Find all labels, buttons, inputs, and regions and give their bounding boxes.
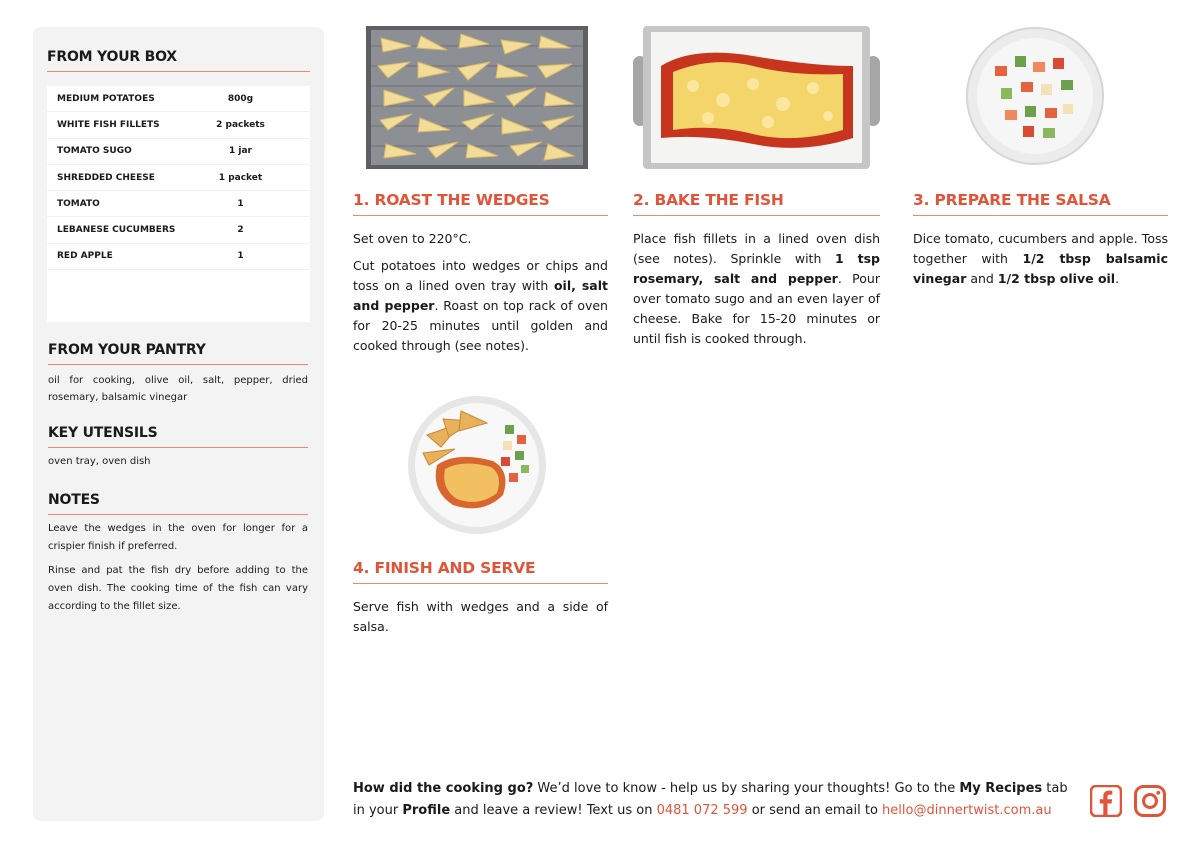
notes-heading: NOTES — [48, 492, 308, 515]
note-item: Leave the wedges in the oven for longer for a crispier finish if preferred. — [48, 523, 308, 552]
text-run: Dice tomato, cucumbers and apple. Toss together with — [913, 231, 1168, 266]
text-run: . Pour over tomato sugo and an even layer of cheese. Bake for 15-20 minutes or until fish is cooked through. — [633, 271, 880, 346]
text-run: or send an email to — [747, 803, 883, 818]
ingredient-name: MEDIUM POTATOES — [57, 93, 155, 104]
step-3-body — [913, 229, 1168, 289]
profile-label: Profile — [402, 803, 451, 818]
step-3 — [913, 191, 1168, 296]
step-1 — [353, 191, 608, 363]
bold-run: 1 tsp rosemary, salt and pepper — [633, 251, 880, 286]
utensils-text: oven tray, oven dish — [48, 456, 151, 467]
ingredients-table — [47, 86, 310, 322]
ingredient-name: WHITE FISH FILLETS — [57, 119, 160, 130]
ingredient-qty: 1 — [237, 198, 244, 209]
facebook-icon[interactable] — [1090, 785, 1122, 817]
feedback-footer — [353, 778, 1078, 822]
table-row — [47, 191, 310, 217]
ingredient-qty: 2 — [237, 225, 244, 236]
salsa-bowl-photo — [965, 26, 1105, 166]
ingredient-qty: 1 packet — [218, 172, 263, 183]
text-run: . — [1115, 271, 1120, 286]
step-4-body — [353, 597, 608, 637]
bold-run: oil, salt and pepper — [353, 278, 608, 313]
ingredient-name: TOMATO — [57, 198, 100, 209]
sidebar-panel — [33, 27, 324, 821]
ingredient-qty: 1 — [237, 251, 244, 262]
text-run: Place fish fillets in a lined oven dish (see notes). Sprinkle with — [633, 231, 880, 266]
table-row — [47, 112, 310, 138]
ingredient-qty: 1 jar — [229, 146, 252, 157]
table-row — [47, 217, 310, 243]
ingredient-qty: 2 packets — [216, 119, 265, 130]
step-4-title: 4. FINISH AND SERVE — [353, 559, 608, 584]
step-3-para-1 — [913, 229, 1168, 289]
text-run: We’d love to know - help us by sharing your thoughts! Go to the — [533, 781, 960, 796]
step-1-body — [353, 229, 608, 356]
step-1-title: 1. ROAST THE WEDGES — [353, 191, 608, 216]
bold-run: 1/2 tbsp balsamic vinegar — [913, 251, 1168, 286]
phone-link[interactable]: 0481 072 599 — [656, 803, 748, 818]
step-2-body — [633, 229, 880, 349]
pantry-heading: FROM YOUR PANTRY — [48, 342, 308, 365]
step-1-para-2 — [353, 256, 608, 356]
text-run: and — [966, 271, 998, 286]
step-2 — [633, 191, 880, 356]
step-3-title: 3. PREPARE THE SALSA — [913, 191, 1168, 216]
step-2-title: 2. BAKE THE FISH — [633, 191, 880, 216]
step-4 — [353, 559, 608, 644]
footer-question: How did the cooking go? — [353, 781, 534, 796]
fish-dish-photo — [633, 26, 880, 169]
table-row — [47, 165, 310, 191]
ingredient-name: LEBANESE CUCUMBERS — [57, 225, 176, 236]
plated-meal-photo — [407, 395, 547, 535]
instagram-icon[interactable] — [1134, 785, 1166, 817]
bold-run: 1/2 tbsp olive oil — [997, 271, 1116, 286]
ingredient-name: RED APPLE — [57, 251, 113, 262]
ingredient-qty: 800g — [227, 93, 254, 104]
email-link[interactable]: hello@dinnertwist.com.au — [882, 803, 1052, 818]
utensils-heading: KEY UTENSILS — [48, 425, 308, 448]
text-run: and leave a review! Text us on — [450, 803, 657, 818]
table-row — [47, 139, 310, 165]
text-run: tab in your — [353, 781, 1068, 818]
wedges-tray-photo — [366, 26, 588, 169]
note-item: Rinse and pat the fish dry before adding to the oven dish. The cooking time of the fish can vary according to the fillet size. — [48, 565, 308, 612]
my-recipes-label: My Recipes — [959, 781, 1043, 796]
step-2-para-1 — [633, 229, 880, 349]
text-run: . Roast on top rack of oven for 20-25 minutes until golden and cooked through (see notes). — [353, 298, 608, 353]
step-1-para-1: Set oven to 220°C. — [353, 231, 472, 246]
from-your-box-heading: FROM YOUR BOX — [47, 49, 310, 72]
ingredient-name: TOMATO SUGO — [57, 146, 132, 157]
ingredient-name: SHREDDED CHEESE — [57, 172, 155, 183]
text-run: Cut potatoes into wedges or chips and toss on a lined oven tray with — [353, 258, 608, 293]
table-row — [47, 244, 310, 270]
step-4-para-1: Serve fish with wedges and a side of salsa. — [353, 599, 608, 634]
table-row — [47, 86, 310, 112]
pantry-text: oil for cooking, olive oil, salt, pepper, dried rosemary, balsamic vinegar — [48, 375, 308, 403]
